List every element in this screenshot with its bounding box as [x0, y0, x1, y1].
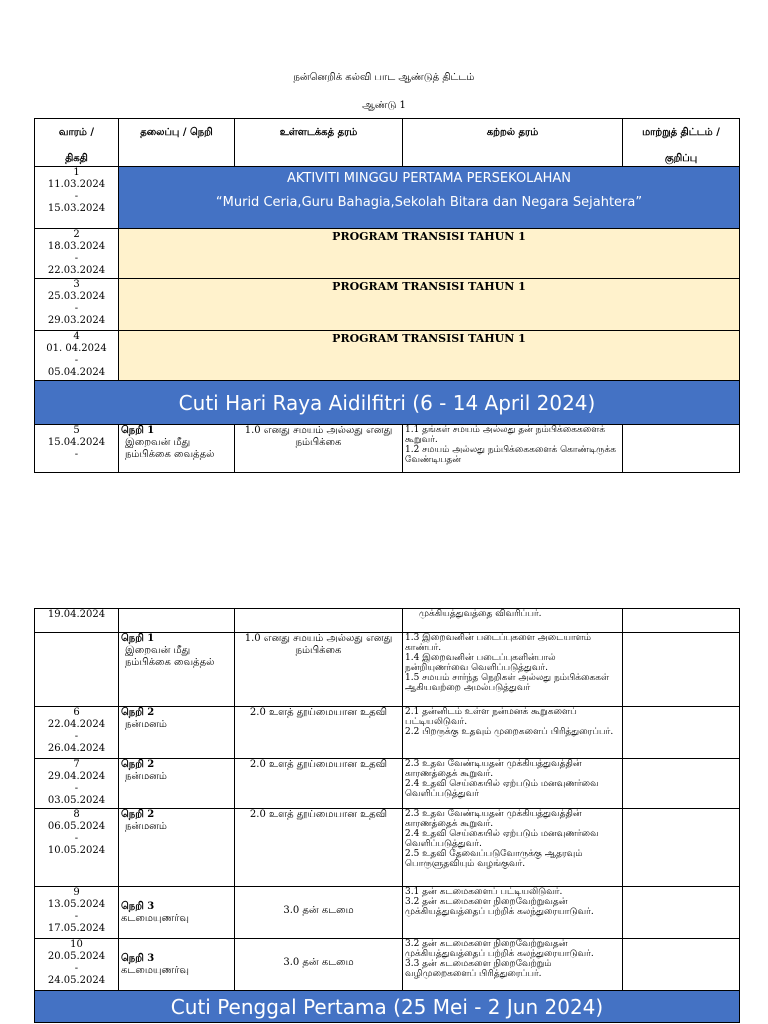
week-cell: 7 29.04.2024 - 03.05.2024	[35, 759, 119, 809]
notes-cell	[623, 609, 740, 633]
plan-table-page2	[34, 608, 740, 1023]
holiday-banner: Cuti Penggal Pertama (25 Mei - 2 Jun 2024)	[35, 991, 740, 1023]
content-standard-cell: 3.0 தன் கடமை	[235, 887, 403, 939]
content-standard-cell: 2.0 உளத் தூய்மையான உதவி	[235, 759, 403, 809]
table-row	[35, 279, 740, 331]
table-row	[35, 939, 740, 991]
week-cell	[35, 633, 119, 707]
holiday-row	[35, 381, 740, 425]
orientation-banner: AKTIVITI MINGGU PERTAMA PERSEKOLAHAN “Murid Ceria,Guru Bahagia,Sekolah Bitara dan Negara Sejahtera”	[119, 167, 740, 229]
notes-cell	[623, 425, 740, 473]
topic-cell: நெறி 3 கடமையுணர்வு	[119, 887, 235, 939]
week-cell: 9 13.05.2024 - 17.05.2024	[35, 887, 119, 939]
learning-standard-cell: 1.3 இறைவனின் படைப்புகளை அடையாளம் காண்பர். 1.4 இறைவனின் படைப்புகளின்பால் நன்றியுணர்வை வெளிப்படுத்துவர். 1.5 சமயம் சார்ந்த நெறிகள் அல்லது நம்பிக்கைகள் ஆகியவற்றை அமல்படுத்துவர்	[403, 633, 623, 707]
week-cell: 2 18.03.2024 - 22.03.2024	[35, 229, 119, 279]
topic-cell	[119, 609, 235, 633]
notes-cell	[623, 809, 740, 887]
week-cell: 10 20.05.2024 - 24.05.2024	[35, 939, 119, 991]
header-week: வாரம் / திகதி	[35, 119, 119, 167]
topic-cell: நெறி 1 இறைவன் மீது நம்பிக்கை வைத்தல்	[119, 633, 235, 707]
header-notes: மாற்றுத் திட்டம் / குறிப்பு	[623, 119, 740, 167]
content-standard-cell: 1.0 எனது சமயம் அல்லது எனது நம்பிக்கை	[235, 633, 403, 707]
holiday-banner: Cuti Hari Raya Aidilfitri (6 - 14 April 2024)	[35, 381, 740, 425]
transition-program: PROGRAM TRANSISI TAHUN 1	[119, 331, 740, 381]
header-row	[35, 119, 740, 167]
content-standard-cell: 2.0 உளத் தூய்மையான உதவி	[235, 809, 403, 887]
learning-standard-cell: 3.1 தன் கடமைகளைப் பட்டியலிடுவர். 3.2 தன் கடமைகளை நிறைவேற்றுவதன் முக்கியத்துவத்தைப் பற்றிக் கலந்துரையாடுவர்.	[403, 887, 623, 939]
notes-cell	[623, 939, 740, 991]
document-subtitle: ஆண்டு 1	[362, 100, 406, 111]
table-row	[35, 707, 740, 759]
document-title: நன்னெறிக் கல்வி பாட ஆண்டுத் திட்டம்	[293, 72, 475, 83]
learning-standard-cell: 2.3 உதவ வேண்டியதன் முக்கியத்துவத்தின் காரணத்தைக் கூறுவர். 2.4 உதவி செய்கையில் ஏற்படும் மனவுணர்வை வெளிப்படுத்துவர். 2.5 உதவி தேவைப்படுவோருக்கு ஆதரவும் பொருளுதவியும் வழங்குவர்.	[403, 809, 623, 887]
plan-table-page1	[34, 118, 740, 473]
week-cell: 3 25.03.2024 - 29.03.2024	[35, 279, 119, 331]
table-row	[35, 759, 740, 809]
week-cell: 4 01. 04.2024 - 05.04.2024	[35, 331, 119, 381]
topic-cell: நெறி 2 நன்மனம்	[119, 809, 235, 887]
header-learning: கற்றல் தரம்	[403, 119, 623, 167]
table-row	[35, 809, 740, 887]
topic-cell: நெறி 1 இறைவன் மீது நம்பிக்கை வைத்தல்	[119, 425, 235, 473]
week-cell: 1 11.03.2024 - 15.03.2024	[35, 167, 119, 229]
notes-cell	[623, 633, 740, 707]
header-topic: தலைப்பு / நெறி	[119, 119, 235, 167]
week-cell: 6 22.04.2024 - 26.04.2024	[35, 707, 119, 759]
week-cell: 5 15.04.2024 -	[35, 425, 119, 473]
learning-standard-cell: 3.2 தன் கடமைகளை நிறைவேற்றுவதன் முக்கியத்துவத்தைப் பற்றிக் கலந்துரையாடுவர். 3.3 தன் கடமைகளை நிறைவேற்றும் வழிமுறைகளைப் பிரித்துரைப்பர்.	[403, 939, 623, 991]
holiday-row	[35, 991, 740, 1023]
table-row	[35, 633, 740, 707]
table-row	[35, 167, 740, 229]
notes-cell	[623, 707, 740, 759]
table-row	[35, 229, 740, 279]
content-standard-cell	[235, 609, 403, 633]
learning-standard-cell: 2.3 உதவ வேண்டியதன் முக்கியத்துவத்தின் காரணத்தைக் கூறுவர். 2.4 உதவி செய்கையில் ஏற்படும் மனவுணர்வை வெளிப்படுத்துவர்	[403, 759, 623, 809]
content-standard-cell: 1.0 எனது சமயம் அல்லது எனது நம்பிக்கை	[235, 425, 403, 473]
topic-cell: நெறி 3 கடமையுணர்வு	[119, 939, 235, 991]
week-cell: 8 06.05.2024 - 10.05.2024	[35, 809, 119, 887]
table-row	[35, 609, 740, 633]
notes-cell	[623, 887, 740, 939]
transition-program: PROGRAM TRANSISI TAHUN 1	[119, 279, 740, 331]
topic-cell: நெறி 2 நன்மனம்	[119, 759, 235, 809]
transition-program: PROGRAM TRANSISI TAHUN 1	[119, 229, 740, 279]
content-standard-cell: 3.0 தன் கடமை	[235, 939, 403, 991]
table-row	[35, 887, 740, 939]
topic-cell: நெறி 2 நன்மனம்	[119, 707, 235, 759]
table-row	[35, 331, 740, 381]
learning-standard-cell: 2.1 தன்னிடம் உள்ள நன்மனக் கூறுகளைப் பட்டியலிடுவர். 2.2 பிறருக்கு உதவும் முறைகளைப் பிரித்துரைப்பர்.	[403, 707, 623, 759]
learning-standard-cell: முக்கியத்துவத்தை விவரிப்பர்.	[403, 609, 623, 633]
content-standard-cell: 2.0 உளத் தூய்மையான உதவி	[235, 707, 403, 759]
learning-standard-cell: 1.1 தங்கள் சமயம் அல்லது தன் நம்பிக்கைகளைக் கூறுவர். 1.2 சமயம் அல்லது நம்பிக்கைகளைக் கொண்டிருக்க வேண்டியதன்	[403, 425, 623, 473]
header-content: உள்ளடக்கத் தரம்	[235, 119, 403, 167]
notes-cell	[623, 759, 740, 809]
week-cell: 19.04.2024	[35, 609, 119, 633]
table-row	[35, 425, 740, 473]
